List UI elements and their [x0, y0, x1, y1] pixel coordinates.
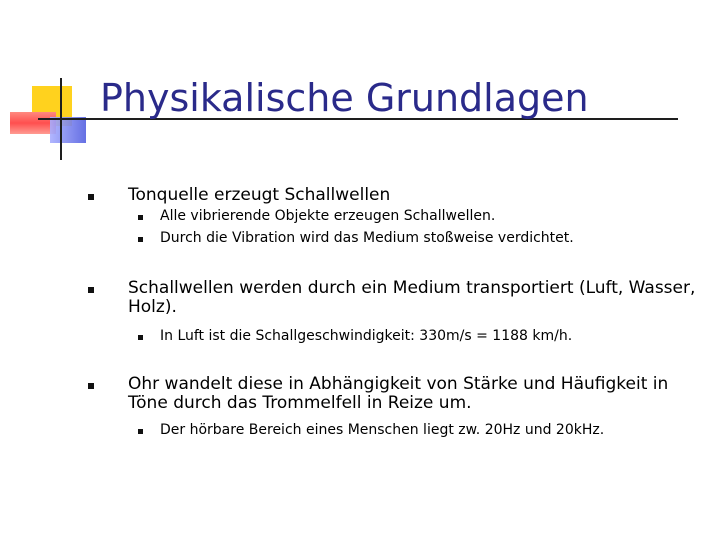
- bullet-square-icon: [88, 194, 94, 200]
- sub-bullet-square-icon: [138, 215, 143, 220]
- slide-title: Physikalische Grundlagen: [100, 76, 589, 120]
- bullet-text: Tonquelle erzeugt Schallwellen: [128, 185, 391, 205]
- sub-bullet-square-icon: [138, 237, 143, 242]
- sub-bullet-text: In Luft ist die Schallgeschwindigkeit: 330m/s = 1188 km/h.: [160, 328, 573, 344]
- bullet-text: Ohr wandelt diese in Abhängigkeit von Stärke und Häufigkeit in Töne durch das Trommelfell in Reize um.: [128, 374, 669, 413]
- sub-bullet-square-icon: [138, 429, 143, 434]
- sub-bullet-square-icon: [138, 335, 143, 340]
- bullet-text: Schallwellen werden durch ein Medium transportiert (Luft, Wasser, Holz).: [128, 278, 696, 317]
- bullet-square-icon: [88, 383, 94, 389]
- bullet-square-icon: [88, 287, 94, 293]
- sub-bullet-text: Durch die Vibration wird das Medium stoßweise verdichtet.: [160, 230, 574, 246]
- sub-bullet-text: Der hörbare Bereich eines Menschen liegt zw. 20Hz und 20kHz.: [160, 422, 605, 438]
- logo-blue-square: [50, 117, 86, 143]
- sub-bullet-text: Alle vibrierende Objekte erzeugen Schallwellen.: [160, 208, 496, 224]
